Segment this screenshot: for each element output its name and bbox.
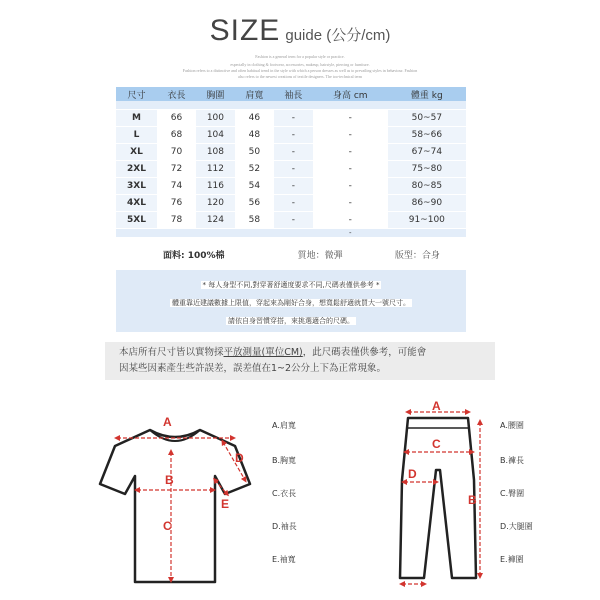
table-cell: 56	[235, 195, 274, 212]
table-cell: XL	[116, 144, 157, 161]
shirt-label-d: D.袖長	[272, 522, 297, 531]
table-cell: 116	[196, 178, 235, 195]
table-cell: 74	[157, 178, 196, 195]
table-cell: 48	[235, 127, 274, 144]
fabric-fit: 版型：合身	[394, 251, 440, 261]
table-cell: 50~57	[388, 110, 466, 127]
fine-print-4: also refers to the newest creations of textile designers. The too-technical term	[238, 74, 362, 79]
measure-letter: D	[235, 451, 244, 465]
table-cell: -	[313, 161, 388, 178]
table-spacer-row	[116, 229, 466, 238]
table-cell: 91~100	[388, 212, 466, 229]
measure-letter: D	[408, 467, 417, 481]
table-cell: 67~74	[388, 144, 466, 161]
table-cell: -	[313, 110, 388, 127]
header-size: 尺寸	[116, 87, 157, 101]
header-length: 衣長	[157, 87, 196, 101]
table-cell: 52	[235, 161, 274, 178]
table-cell: -	[313, 178, 388, 195]
header-shoulder: 肩寬	[235, 87, 274, 101]
table-cell: 58~66	[388, 127, 466, 144]
note-choose-tip: 請依自身習慣穿搭，來挑選適合的尺碼。	[228, 317, 354, 325]
table-cell: M	[116, 110, 157, 127]
pants-label-e: E.褲圍	[500, 555, 524, 564]
table-cell: 70	[157, 144, 196, 161]
header-chest: 胸圍	[196, 87, 235, 101]
table-cell: -	[274, 127, 313, 144]
measure-letter: B	[165, 473, 174, 487]
table-row	[116, 144, 466, 161]
table-cell: 120	[196, 195, 235, 212]
fine-print-2: especially in clothing & footwear, accessories, makeup, hairstyle, piercing or furniture.	[230, 62, 370, 67]
table-cell: 78	[157, 212, 196, 229]
tshirt-diagram	[95, 412, 255, 592]
table-cell: -	[313, 144, 388, 161]
header-height: 身高 cm	[313, 87, 388, 101]
header-sleeve: 袖長	[274, 87, 313, 101]
table-cell: -	[274, 212, 313, 229]
header-weight: 體重 kg	[388, 87, 466, 101]
measure-letter: E	[221, 497, 230, 511]
measure-letter: B	[468, 493, 477, 507]
table-cell: 104	[196, 127, 235, 144]
table-cell: 80~85	[388, 178, 466, 195]
table-row	[116, 161, 466, 178]
table-row	[116, 212, 466, 229]
table-cell: 5XL	[116, 212, 157, 229]
table-cell: L	[116, 127, 157, 144]
table-cell: 66	[157, 110, 196, 127]
shirt-label-c: C.衣長	[272, 489, 297, 498]
shirt-label-a: A.肩寬	[272, 421, 296, 430]
fabric-material: 面料: 100%棉	[163, 251, 225, 261]
table-cell: -	[274, 144, 313, 161]
measure-letter: C	[432, 437, 441, 451]
table-row	[116, 195, 466, 212]
table-cell: -	[313, 229, 388, 238]
pants-diagram	[390, 400, 490, 590]
fine-print-1: Fashion is a general term for a popular style or practice.	[255, 54, 345, 59]
pants-label-c: C.臀圍	[500, 489, 525, 498]
table-cell: 68	[157, 127, 196, 144]
table-cell: -	[274, 195, 313, 212]
shirt-label-e: E.袖寬	[272, 555, 296, 564]
table-cell: 54	[235, 178, 274, 195]
fabric-texture: 質地：微彈	[297, 251, 343, 261]
shirt-label-b: B.胸寬	[272, 456, 297, 465]
table-row	[116, 127, 466, 144]
table-cell: -	[274, 161, 313, 178]
table-cell: -	[274, 178, 313, 195]
page-title	[0, 14, 600, 48]
table-cell: 100	[196, 110, 235, 127]
notes-box	[116, 270, 466, 332]
table-cell: 4XL	[116, 195, 157, 212]
table-spacer-row	[116, 101, 466, 110]
table-row	[116, 178, 466, 195]
measurement-notice	[105, 342, 495, 380]
table-cell: 72	[157, 161, 196, 178]
notice-text: 本店所有尺寸皆以實物採	[119, 347, 224, 358]
notice-text: 因某些因素產生些許誤差，誤差值在1~2公分上下為正常現象。	[119, 363, 387, 374]
table-row	[116, 110, 466, 127]
table-cell: -	[313, 212, 388, 229]
table-cell: 50	[235, 144, 274, 161]
note-disclaimer: * 每人身型不同,對穿著舒適度要求不同,尺碼表僅供參考 *	[202, 281, 380, 289]
table-cell: 58	[235, 212, 274, 229]
title-sub: guide (公分/cm)	[285, 27, 391, 44]
measure-letter: A	[432, 400, 441, 413]
table-cell: 124	[196, 212, 235, 229]
fabric-row	[116, 248, 466, 264]
notice-underlined: 平放測量(單位CM)	[223, 347, 303, 358]
pants-label-d: D.大腿圍	[500, 522, 533, 531]
table-cell: -	[313, 195, 388, 212]
title-main: SIZE	[209, 14, 281, 47]
size-table-header	[116, 87, 466, 101]
table-cell: 86~90	[388, 195, 466, 212]
measure-letter: C	[163, 519, 172, 533]
table-cell: 3XL	[116, 178, 157, 195]
pants-label-a: A.腰圍	[500, 421, 524, 430]
table-cell: 46	[235, 110, 274, 127]
table-cell: 75~80	[388, 161, 466, 178]
table-cell: 76	[157, 195, 196, 212]
fine-print-3: Fashion refers to a distinctive and often habitual trend in the style with which a person dresses as well as to prevailing styles in behaviour. Fashion	[182, 68, 418, 73]
notice-text: ，此尺碼表僅供參考，可能會	[302, 347, 427, 358]
table-cell: -	[313, 127, 388, 144]
table-cell: 108	[196, 144, 235, 161]
note-weight-tip: 體重靠近建議數據上限值，穿起來為剛好合身，想寬鬆舒適就買大一號尺寸。	[172, 299, 410, 307]
size-table	[116, 87, 466, 238]
table-cell: 112	[196, 161, 235, 178]
table-cell: 2XL	[116, 161, 157, 178]
table-cell: -	[274, 110, 313, 127]
pants-label-b: B.褲長	[500, 456, 525, 465]
measure-letter: A	[163, 415, 172, 429]
